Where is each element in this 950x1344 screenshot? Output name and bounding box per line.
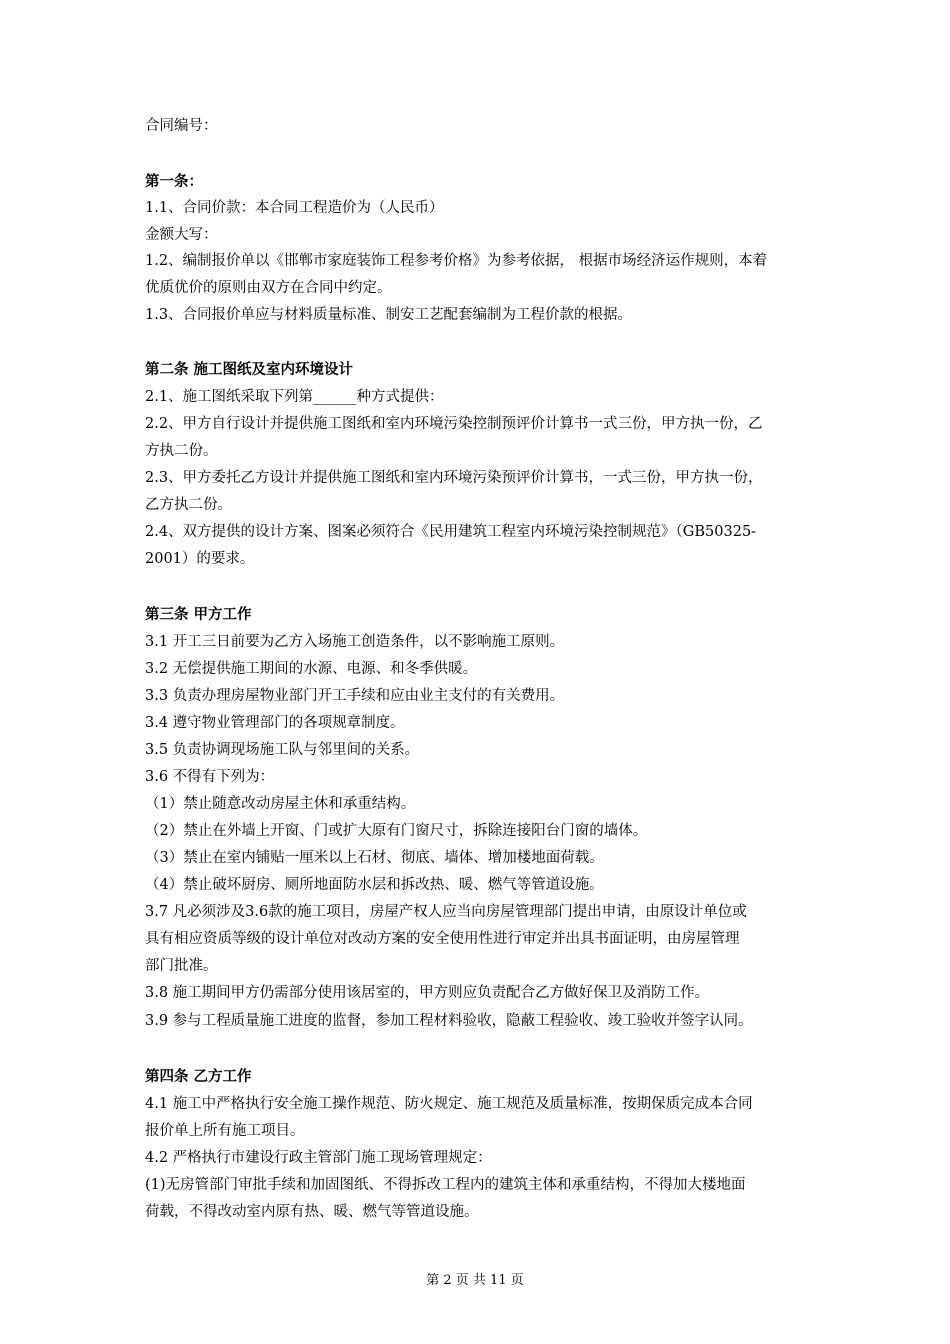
article-1-line: 1.1、合同价款：本合同工程造价为（人民币）: [145, 200, 444, 216]
article-2-line: 2.1、施工图纸采取下列第______种方式提供：: [145, 389, 444, 405]
article-3-line: 3.1 开工三日前要为乙方入场施工创造条件，以不影响施工原则。: [145, 634, 565, 650]
article-2-heading: 第二条 施工图纸及室内环境设计: [145, 361, 354, 378]
article-4-line: 4.1 施工中严格执行安全施工操作规范、防火规定、施工规范及质量标准，按期保质完成本合同: [145, 1096, 753, 1112]
article-2-line: 方执二份。: [145, 443, 218, 459]
article-4-heading: 第四条 乙方工作: [145, 1068, 252, 1085]
page-number-footer: 第 2 页 共 11 页: [426, 1273, 524, 1288]
article-3-line: 3.6 不得有下列为：: [145, 769, 275, 785]
article-3-line: 具有相应资质等级的设计单位对改动方案的安全使用性进行审定并出具书面证明，由房屋管理: [145, 931, 740, 947]
article-3-line: （3）禁止在室内铺贴一厘米以上石材、彻底、墙体、增加楼地面荷载。: [145, 850, 604, 866]
article-2-line: 2001）的要求。: [145, 551, 255, 567]
article-4-line: 4.2 严格执行市建设行政主管部门施工现场管理规定：: [145, 1150, 492, 1166]
article-3-heading: 第三条 甲方工作: [145, 606, 252, 623]
article-3-line: 3.9 参与工程质量施工进度的监督，参加工程材料验收，隐蔽工程验收、竣工验收并签字认同。: [145, 1013, 753, 1029]
article-3-line: 3.8 施工期间甲方仍需部分使用该居室的，甲方则应负责配合乙方做好保卫及消防工作。: [145, 985, 710, 1001]
article-3-line: 3.4 遵守物业管理部门的各项规章制度。: [145, 715, 405, 731]
article-4-line: 报价单上所有施工项目。: [145, 1123, 305, 1139]
article-4-line: 荷载，不得改动室内原有热、暖、燃气等管道设施。: [145, 1204, 479, 1220]
article-2-line: 2.4、双方提供的设计方案、图案必须符合《民用建筑工程室内环境污染控制规范》（GB50325-: [145, 524, 757, 540]
article-2-line: 2.2、甲方自行设计并提供施工图纸和室内环境污染控制预评价计算书一式三份，甲方执一份，乙: [145, 416, 763, 432]
article-1-line: 1.2、编制报价单以《邯郸市家庭装饰工程参考价格》为参考依据， 根据市场经济运作规则，本着: [145, 253, 768, 269]
contract-number-label: 合同编号：: [145, 118, 218, 134]
article-3-line: 部门批准。: [145, 958, 218, 974]
article-3-line: 3.2 无偿提供施工期间的水源、电源、和冬季供暖。: [145, 661, 478, 677]
article-3-line: （2）禁止在外墙上开窗、门或扩大原有门窗尺寸，拆除连接阳台门窗的墙体。: [145, 823, 648, 839]
article-3-line: 3.3 负责办理房屋物业部门开工手续和应由业主支付的有关费用。: [145, 688, 565, 704]
article-3-line: 3.5 负责协调现场施工队与邻里间的关系。: [145, 742, 420, 758]
article-3-line: 3.7 凡必须涉及3.6款的施工项目，房屋产权人应当向房屋管理部门提出申请，由原设计单位或: [145, 904, 747, 920]
article-1-line: 优质优价的原则由双方在合同中约定。: [145, 280, 392, 296]
article-3-line: （4）禁止破坏厨房、厕所地面防水层和拆改热、暖、燃气等管道设施。: [145, 877, 604, 893]
article-2-line: 2.3、甲方委托乙方设计并提供施工图纸和室内环境污染预评价计算书，一式三份，甲方执一份，: [145, 470, 763, 486]
article-1-heading: 第一条：: [145, 173, 203, 190]
article-2-line: 乙方执二份。: [145, 497, 232, 513]
article-1-line: 1.3、合同报价单应与材料质量标准、制安工艺配套编制为工程价款的根据。: [145, 307, 633, 323]
article-3-line: （1）禁止随意改动房屋主休和承重结构。: [145, 796, 416, 812]
article-1-line: 金额大写：: [145, 227, 218, 243]
article-4-line: (1)无房管部门审批手续和加固图纸、不得拆改工程内的建筑主体和承重结构，不得加大楼地面: [145, 1177, 746, 1193]
